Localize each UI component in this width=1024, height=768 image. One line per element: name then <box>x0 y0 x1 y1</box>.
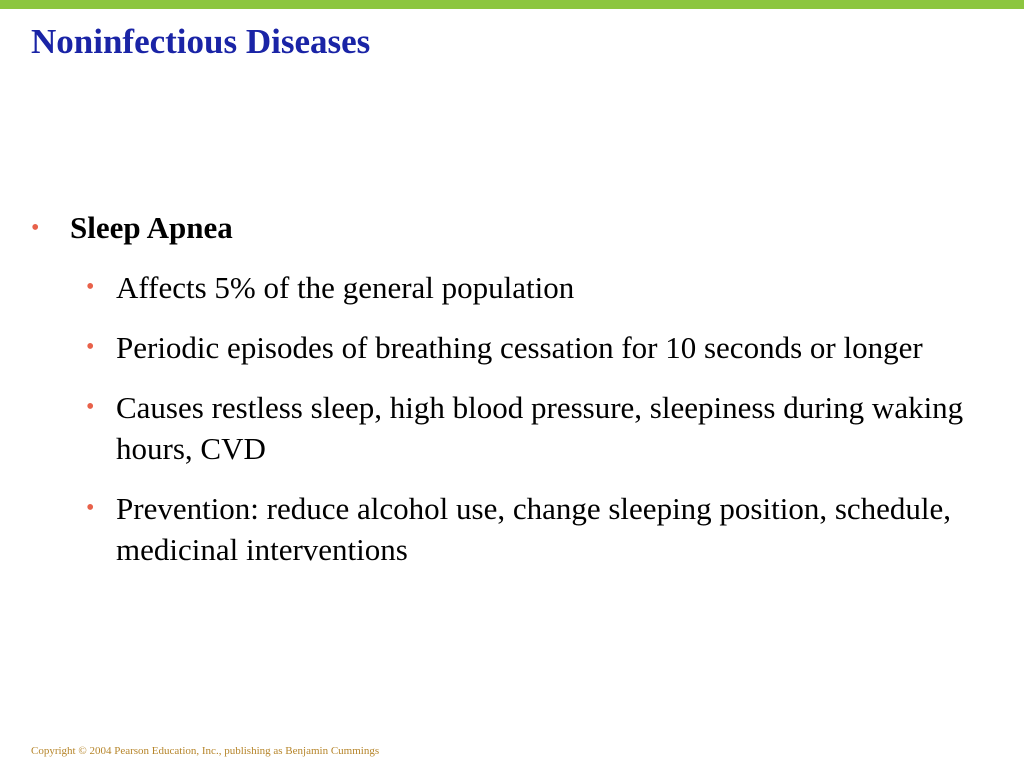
bullet-icon: • <box>86 334 95 360</box>
sub-point <box>85 327 990 368</box>
sub-point-text: Causes restless sleep, high blood pressure, sleepiness during waking hours, CVD <box>116 390 964 466</box>
bullet-icon: • <box>31 215 40 241</box>
sub-point <box>85 488 990 570</box>
main-point-text: Sleep Apnea <box>70 210 233 245</box>
top-accent-bar <box>0 0 1024 9</box>
sub-point <box>85 387 990 469</box>
sub-point-text: Periodic episodes of breathing cessation for 10 seconds or longer <box>116 330 923 365</box>
sub-point-text: Affects 5% of the general population <box>116 270 575 305</box>
bullet-icon: • <box>86 394 95 420</box>
sub-point <box>85 267 990 308</box>
sub-points-list <box>30 267 990 570</box>
copyright-footer: Copyright © 2004 Pearson Education, Inc., publishing as Benjamin Cummings <box>31 745 380 757</box>
slide-content <box>30 207 990 589</box>
bullet-icon: • <box>86 274 95 300</box>
bullet-icon: • <box>86 495 95 521</box>
slide-title: Noninfectious Diseases <box>31 22 371 61</box>
sub-point-text: Prevention: reduce alcohol use, change sleeping position, schedule, medicinal interventions <box>116 491 952 567</box>
bullet-main-point <box>30 207 990 249</box>
